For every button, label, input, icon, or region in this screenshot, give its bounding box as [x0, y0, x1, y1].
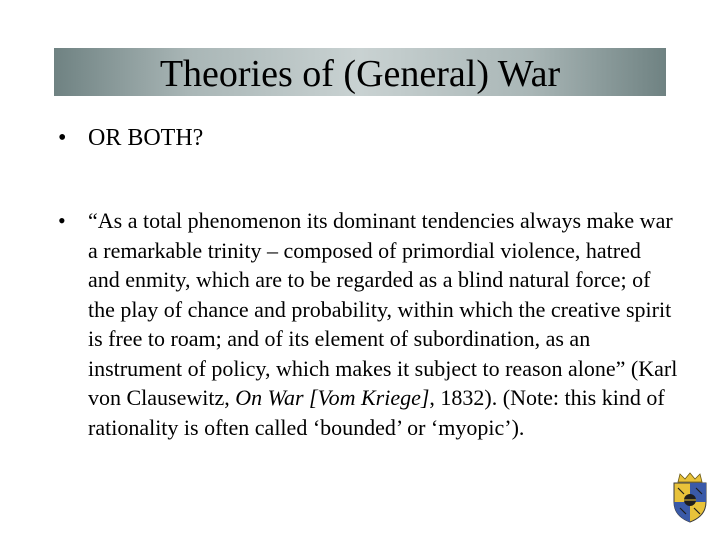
- bullet-item: [58, 124, 678, 154]
- bullet-icon: •: [58, 125, 67, 151]
- bullet-item: [58, 206, 678, 442]
- bullet-text: OR BOTH?: [88, 125, 204, 151]
- quote-text: [88, 206, 678, 442]
- quote-text-before: “As a total phenomenon its dominant tendencies always make war a remarkable trinity – composed of primordial violence, hatred and enmity, which are to be regarded as a blind natural force; of the play of chance and probability, within which the creative spirit is free to roam; and of its element of subordination, as an instrument of policy, which makes it subject to reason alone” (Karl von Clausewitz,: [88, 208, 678, 410]
- book-title: On War [Vom Kriege]: [235, 385, 430, 410]
- slide-title: Theories of (General) War: [159, 53, 561, 95]
- quote-text-after: , 1832). (Note: this kind of rationality is often called ‘bounded’ or ‘myopic’).: [88, 385, 665, 440]
- university-crest-icon: [670, 472, 710, 524]
- title-bar: [54, 48, 666, 96]
- bullet-icon: •: [58, 208, 66, 233]
